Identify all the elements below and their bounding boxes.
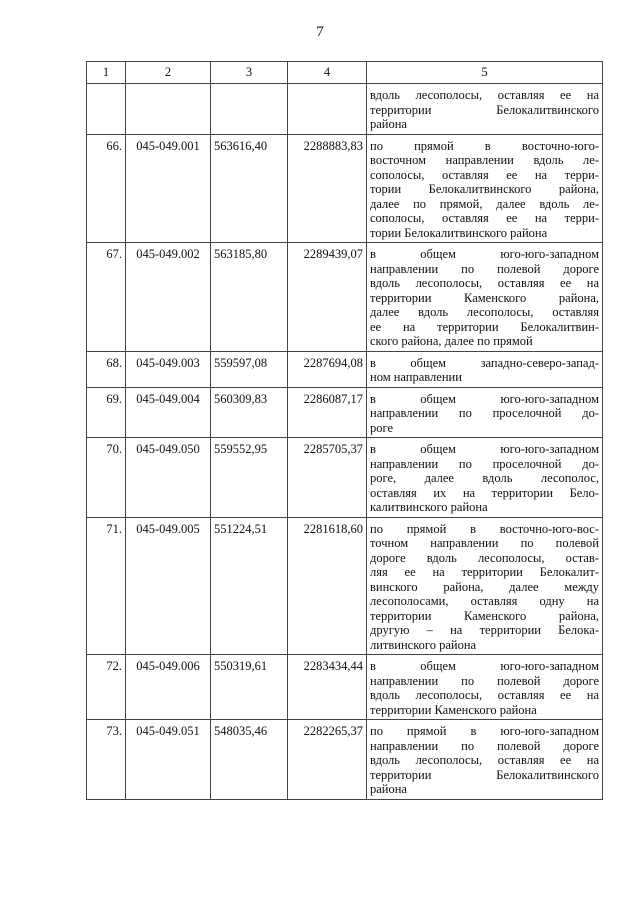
description-line: направлении по полевой дороге: [370, 261, 599, 276]
description-line: территории Белокалитвинского: [370, 767, 599, 782]
description-line: направлении по полевой дороге: [370, 738, 599, 753]
table-row: [87, 387, 603, 438]
table-row: [87, 243, 603, 352]
boundary-description: [367, 655, 603, 720]
description-line: лесополосами, оставляя одну на: [370, 594, 599, 608]
description-line: вдоль лесополосы, оставляя ее на: [370, 88, 599, 102]
header-col-5: 5: [367, 62, 603, 84]
point-code: 045-049.003: [126, 351, 211, 387]
description-line: тории Белокалитвинского района: [370, 225, 548, 240]
coordinate-y: 2282265,37: [288, 720, 367, 800]
header-col-2: 2: [126, 62, 211, 84]
description-line: винского района, далее между: [370, 579, 599, 594]
description-line: ляя ее на территории Белокалит-: [370, 565, 599, 579]
row-number: 71.: [87, 517, 126, 655]
coordinate-x: 550319,61: [211, 655, 288, 720]
description-line: ном направлении: [370, 370, 462, 384]
boundary-description: [367, 720, 603, 800]
description-line: сополосы, оставляя ее на терри-: [370, 211, 599, 225]
coordinate-x: 560309,83: [211, 387, 288, 438]
point-code: 045-049.002: [126, 243, 211, 352]
table-row: [87, 351, 603, 387]
description-line: другую – на территории Белока-: [370, 623, 599, 637]
boundary-table: [86, 61, 603, 800]
table-header-row: [87, 62, 603, 84]
point-code: 045-049.006: [126, 655, 211, 720]
coordinate-y: 2283434,44: [288, 655, 367, 720]
description-line: тории Белокалитвинского района,: [370, 182, 599, 196]
description-line: района: [370, 782, 407, 796]
row-number: 67.: [87, 243, 126, 352]
description-line: роге, далее вдоль лесополос,: [370, 471, 599, 485]
coordinate-y: 2281618,60: [288, 517, 367, 655]
description-line: в общем юго-юго-западном: [370, 659, 599, 673]
row-number: 72.: [87, 655, 126, 720]
table-row: [87, 655, 603, 720]
coordinate-x: [211, 84, 288, 135]
coordinate-y: 2286087,17: [288, 387, 367, 438]
row-number: 69.: [87, 387, 126, 438]
description-line: в общем западно-северо-запад-: [370, 355, 599, 370]
coordinate-y: [288, 84, 367, 135]
boundary-description: [367, 243, 603, 352]
description-line: территории Каменского района,: [370, 608, 599, 623]
description-line: калитвинского района: [370, 500, 488, 514]
table-row: [87, 438, 603, 518]
row-number: 70.: [87, 438, 126, 518]
boundary-description: [367, 351, 603, 387]
coordinate-x: 559552,95: [211, 438, 288, 518]
coordinate-x: 548035,46: [211, 720, 288, 800]
table-row: [87, 517, 603, 655]
row-number: 68.: [87, 351, 126, 387]
description-line: вдоль лесополосы, оставляя ее на: [370, 753, 599, 767]
description-line: дороге вдоль лесополосы, остав-: [370, 550, 599, 565]
description-line: в общем юго-юго-западном: [370, 247, 599, 261]
row-number: 66.: [87, 134, 126, 243]
boundary-description: [367, 387, 603, 438]
point-code: 045-049.001: [126, 134, 211, 243]
description-line: территории Белокалитвинского: [370, 102, 599, 117]
description-line: точном направлении по полевой: [370, 536, 599, 550]
boundary-description: [367, 84, 603, 135]
description-line: вдоль лесополосы, оставляя ее на: [370, 688, 599, 702]
coordinate-y: 2289439,07: [288, 243, 367, 352]
coordinate-x: 563185,80: [211, 243, 288, 352]
description-line: по прямой в восточно-юго-вос-: [370, 521, 599, 536]
header-col-4: 4: [288, 62, 367, 84]
coordinate-x: 559597,08: [211, 351, 288, 387]
point-code: 045-049.050: [126, 438, 211, 518]
point-code: 045-049.005: [126, 517, 211, 655]
description-line: ее на территории Белокалитвин-: [370, 319, 599, 334]
description-line: в общем юго-юго-западном: [370, 391, 599, 406]
point-code: 045-049.051: [126, 720, 211, 800]
description-line: направлении по проселочной до-: [370, 456, 599, 471]
coordinate-y: 2285705,37: [288, 438, 367, 518]
boundary-description: [367, 438, 603, 518]
description-line: по прямой в восточно-юго-: [370, 138, 599, 153]
description-line: восточном направлении вдоль ле-: [370, 153, 599, 167]
description-line: района: [370, 117, 407, 131]
row-number: [87, 84, 126, 135]
coordinate-x: 563616,40: [211, 134, 288, 243]
description-line: литвинского района: [370, 637, 477, 652]
point-code: 045-049.004: [126, 387, 211, 438]
coordinate-y: 2288883,83: [288, 134, 367, 243]
description-line: в общем юго-юго-западном: [370, 442, 599, 456]
boundary-description: [367, 517, 603, 655]
page-number: 7: [316, 24, 324, 40]
description-line: по прямой в юго-юго-западном: [370, 724, 599, 738]
description-line: сополосы, оставляя ее на терри-: [370, 167, 599, 182]
description-line: далее по прямой, далее вдоль ле-: [370, 196, 599, 211]
point-code: [126, 84, 211, 135]
description-line: территории Каменского района: [370, 702, 537, 717]
coordinate-y: 2287694,08: [288, 351, 367, 387]
header-col-1: 1: [87, 62, 126, 84]
description-line: далее вдоль лесополосы, оставляя: [370, 305, 599, 319]
boundary-description: [367, 134, 603, 243]
description-line: ского района, далее по прямой: [370, 334, 533, 348]
description-line: роге: [370, 420, 394, 435]
row-number: 73.: [87, 720, 126, 800]
description-line: направлении по проселочной до-: [370, 406, 599, 420]
coordinate-x: 551224,51: [211, 517, 288, 655]
description-line: вдоль лесополосы, оставляя ее на: [370, 276, 599, 290]
table-row: [87, 134, 603, 243]
description-line: оставляя их на территории Бело-: [370, 485, 599, 500]
table-row: [87, 84, 603, 135]
description-line: территории Каменского района,: [370, 290, 599, 305]
table-row: [87, 720, 603, 800]
description-line: направлении по полевой дороге: [370, 673, 599, 688]
header-col-3: 3: [211, 62, 288, 84]
